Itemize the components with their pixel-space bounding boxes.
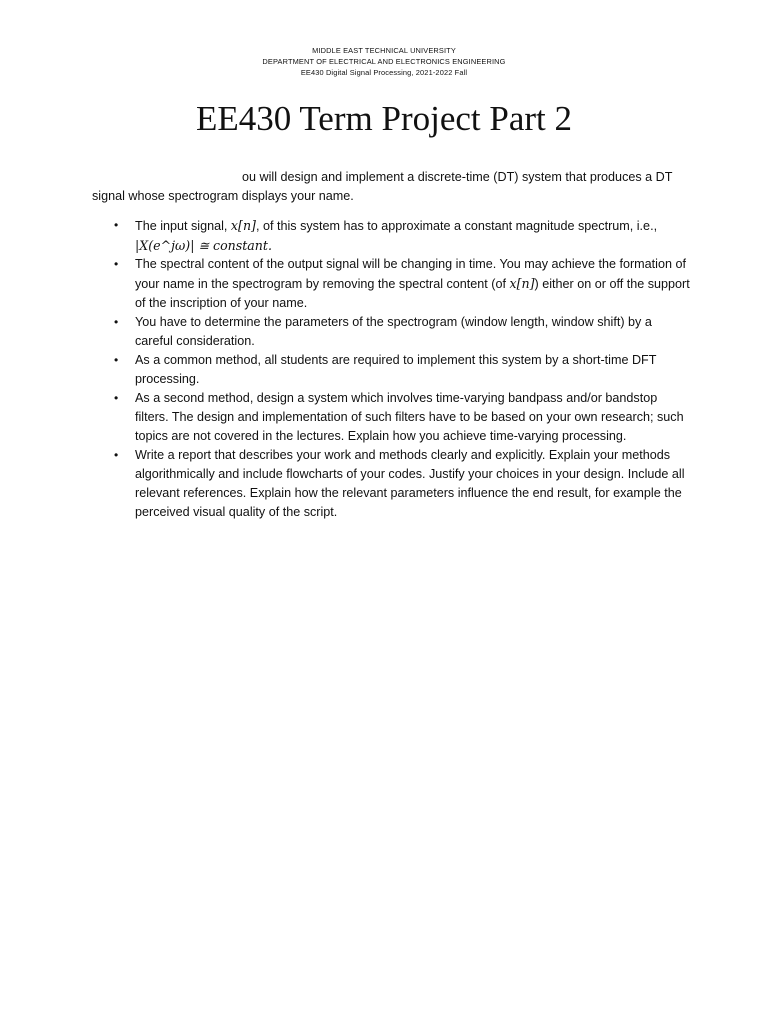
document-title: EE430 Term Project Part 2 bbox=[196, 99, 572, 138]
department-name: DEPARTMENT OF ELECTRICAL AND ELECTRONICS ENGINEERING bbox=[262, 57, 506, 66]
math-xn: x[n] bbox=[509, 276, 535, 291]
math-xn: x[n] bbox=[230, 218, 256, 233]
list-item bbox=[92, 446, 692, 522]
bullet-icon: • bbox=[114, 315, 119, 329]
intro-line-1: ou will design and implement a discrete-time (DT) system that produces a DT bbox=[242, 170, 673, 184]
bullet-icon: • bbox=[114, 391, 119, 405]
list-item bbox=[92, 313, 692, 351]
intro-paragraph bbox=[92, 168, 682, 206]
list-item bbox=[92, 389, 692, 446]
document-header bbox=[0, 45, 768, 78]
list-item bbox=[92, 351, 692, 389]
list-item-text: The spectral content of the output signal will be changing in time. You may achieve the formation of your name in the spectrogram by removing the spectral content (of x[n]) either on or off the support of the inscription of your name. bbox=[135, 257, 690, 310]
list-item-text: You have to determine the parameters of the spectrogram (window length, window shift) by a careful consideration. bbox=[135, 315, 652, 348]
course-term: EE430 Digital Signal Processing, 2021-2022 Fall bbox=[300, 68, 468, 77]
requirements-list bbox=[92, 216, 692, 522]
bullet-icon: • bbox=[114, 218, 119, 232]
bullet-icon: • bbox=[114, 448, 119, 462]
list-item-text: The input signal, x[n], of this system has to approximate a constant magnitude spectrum, i.e., bbox=[135, 218, 658, 233]
list-item-text: As a common method, all students are required to implement this system by a short-time DFT processing. bbox=[135, 353, 657, 386]
list-item-text: Write a report that describes your work and methods clearly and explicitly. Explain your methods algorithmically and include flowcharts of your codes. Justify your choices in your design. Include all relevant references. Explain how the relevant parameters influence the end result, for example the perceived visual quality of the script. bbox=[135, 448, 685, 519]
math-constant-spectrum: |X(e^jω)| ≅ constant. bbox=[135, 238, 272, 253]
bullet-icon: • bbox=[114, 353, 119, 367]
list-item bbox=[92, 255, 692, 313]
list-item bbox=[92, 216, 692, 255]
bullet-icon: • bbox=[114, 257, 119, 271]
list-item-text: As a second method, design a system which involves time-varying bandpass and/or bandstop filters. The design and implementation of such filters have to be based on your own research; such topics are not covered in the lectures. Explain how you achieve time-varying processing. bbox=[135, 391, 684, 443]
university-name: MIDDLE EAST TECHNICAL UNIVERSITY bbox=[312, 46, 456, 55]
intro-line-2: signal whose spectrogram displays your name. bbox=[92, 189, 354, 203]
